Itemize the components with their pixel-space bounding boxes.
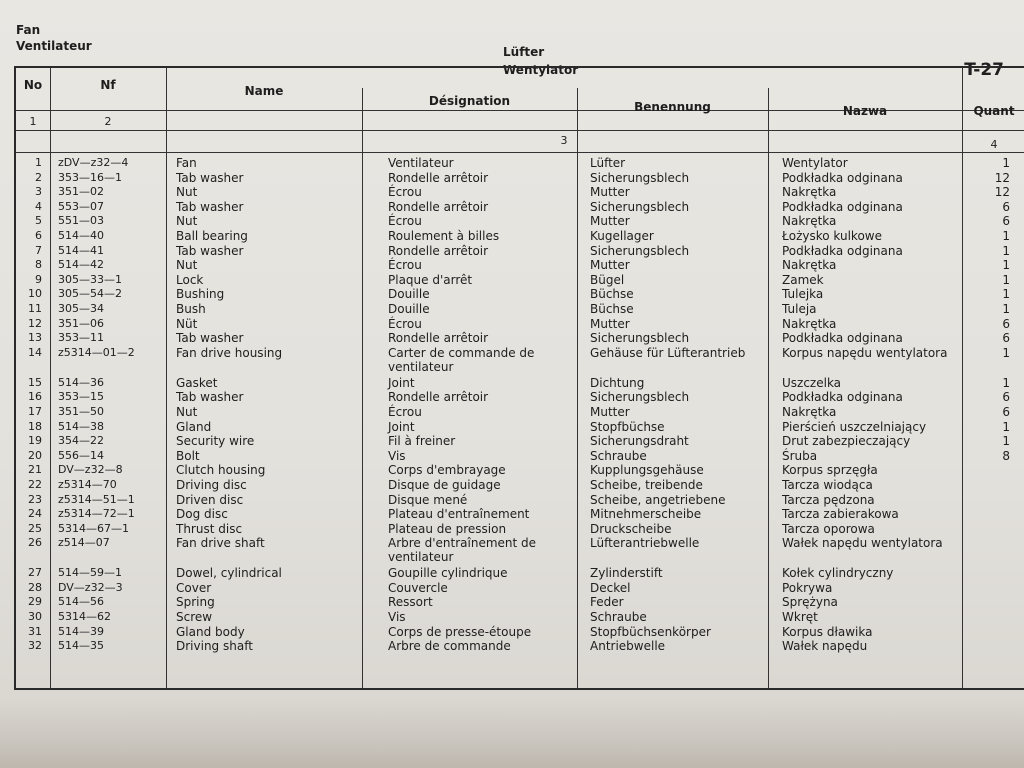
table-cell-q: 6: [1002, 214, 1010, 229]
table-cell-nf: DV—z32—8: [58, 463, 123, 477]
table-cell-no: 27: [28, 566, 42, 580]
table-cell-name: Cover: [176, 580, 212, 595]
table-cell-ben: Lüfterantriebwelle: [590, 536, 700, 551]
table-cell-naz: Podkładka odginana: [782, 243, 903, 258]
table-cell-des: Corps de presse-étoupe: [388, 624, 532, 639]
table-cell-no: 5: [35, 214, 42, 228]
table-cell-q: 1: [1002, 345, 1010, 360]
table-cell-q: 1: [1002, 229, 1010, 243]
table-cell-naz: Nakrętka: [782, 404, 837, 419]
table-cell-ben: Schraube: [590, 448, 647, 463]
table-cell-ben: Schraube: [590, 610, 647, 625]
table-cell-des: Rondelle arrêtoir: [388, 199, 489, 214]
table-cell-naz: Łożysko kulkowe: [782, 229, 882, 243]
table-cell-ben: Kugellager: [590, 229, 654, 243]
table-cell-des: Ressort: [388, 595, 433, 610]
table-cell-name: Lock: [176, 272, 204, 287]
col-number-no: 1: [29, 115, 37, 128]
table-cell-ben: Sicherungsblech: [590, 390, 690, 405]
table-cell-nf: 514—38: [58, 419, 104, 433]
table-cell-ben: Sicherungsblech: [590, 243, 690, 258]
table-cell-no: 32: [28, 639, 42, 653]
table-cell-naz: Kołek cylindryczny: [782, 566, 894, 581]
table-cell-nf: 351—02: [58, 185, 104, 199]
table-cell-nf: 5314—67—1: [58, 521, 129, 535]
table-cell-nf: 351—50: [58, 404, 104, 418]
table-cell-ben: Mutter: [590, 316, 630, 331]
table-cell-q: 6: [1002, 390, 1010, 405]
table-cell-no: 6: [35, 229, 42, 242]
table-cell-nf: 351—06: [58, 316, 104, 330]
table-cell-naz: Tulejka: [782, 287, 824, 302]
col-header-nazwa: Nazwa: [842, 104, 888, 118]
table-cell-nf: 514—56: [58, 595, 104, 609]
table-cell-naz: Korpus sprzęgła: [782, 463, 878, 478]
table-cell-name: Nut: [176, 404, 198, 419]
table-cell-name: Gland body: [176, 624, 245, 639]
table-cell-nf: 354—22: [58, 434, 104, 448]
table-cell-des: Écrou: [388, 214, 422, 229]
table-cell-naz: Korpus dławika: [782, 624, 873, 639]
doc-title-en: Fan: [16, 23, 41, 37]
table-cell-name: Fan: [176, 156, 197, 170]
table-cell-q: 6: [1002, 199, 1010, 214]
table-cell-no: 17: [28, 404, 42, 418]
table-cell-nf: 551—03: [58, 214, 104, 228]
table-cell-naz: Korpus napędu wentylatora: [782, 345, 948, 360]
col-number-nf: 2: [104, 115, 112, 128]
table-cell-no: 12: [28, 316, 42, 330]
table-cell-no: 16: [28, 390, 42, 404]
page-code: T-27: [964, 60, 1004, 80]
table-cell-ben: Sicherungsblech: [590, 331, 690, 346]
table-cell-des: Plateau de pression: [388, 521, 507, 536]
table-cell-nf: z514—07: [58, 536, 110, 550]
table-cell-q: 1: [1002, 302, 1010, 316]
table-cell-naz: Zamek: [782, 272, 824, 287]
table-cell-nf: 514—41: [58, 243, 104, 257]
table-cell-des: Rondelle arrêtoir: [388, 243, 489, 258]
table-cell-name: Tab washer: [176, 199, 244, 214]
table-cell-no: 31: [28, 624, 42, 638]
col-header-nf: Nf: [100, 78, 116, 92]
table-cell-no: 18: [28, 419, 42, 433]
table-cell-ben: Stopfbüchse: [590, 419, 665, 434]
table-cell-nf: 514—59—1: [58, 566, 122, 580]
table-cell-ben: Druckscheibe: [590, 521, 672, 536]
doc-title-de: Lüfter: [503, 45, 545, 59]
table-cell-naz: Drut zabezpieczający: [782, 434, 911, 449]
table-cell-naz: Uszczelka: [782, 375, 842, 390]
table-cell-no: 15: [28, 375, 42, 389]
table-cell-name: Screw: [176, 610, 213, 625]
table-cell-no: 2: [35, 170, 42, 184]
table-cell-des: Disque mené: [388, 492, 468, 507]
table-cell-q: 6: [1002, 316, 1010, 331]
table-cell-q: 8: [1002, 448, 1010, 463]
parts-table: [14, 66, 1024, 690]
table-cell-des: Douille: [388, 302, 430, 316]
table-cell-des: Arbre de commande: [388, 639, 511, 654]
table-cell-naz: Nakrętka: [782, 316, 837, 331]
table-cell-des: Écrou: [388, 258, 422, 273]
table-cell-nf: 514—39: [58, 624, 104, 638]
table-cell-naz: Podkładka odginana: [782, 390, 903, 405]
table-cell-des: Vis: [388, 610, 406, 625]
table-cell-naz: Tuleja: [782, 302, 817, 316]
table-cell-name: Security wire: [176, 434, 255, 449]
table-cell-des: Ventilateur: [388, 156, 454, 170]
table-cell-name: Bolt: [176, 448, 200, 463]
table-cell-des: Rondelle arrêtoir: [388, 170, 489, 185]
table-cell-no: 20: [28, 448, 42, 462]
table-cell-des: Plaque d'arrêt: [388, 272, 473, 287]
table-cell-ben: Mutter: [590, 185, 630, 200]
table-cell-no: 22: [28, 477, 42, 491]
table-cell-naz: Sprężyna: [782, 595, 838, 610]
table-cell-q: 1: [1002, 243, 1010, 258]
table-cell-name: Bush: [176, 302, 206, 316]
table-cell-name: Tab washer: [176, 331, 244, 346]
table-cell-no: 21: [28, 463, 42, 477]
table-cell-ben: Antriebwelle: [590, 639, 666, 654]
table-cell-nf: 556—14: [58, 448, 104, 462]
table-cell-nf: 514—40: [58, 229, 104, 242]
table-cell-name: Fan drive housing: [176, 345, 283, 360]
table-cell-q: 6: [1002, 404, 1010, 419]
table-cell-ben: Mutter: [590, 404, 630, 419]
table-cell-des: Arbre d'entraînement de ventilateur: [388, 536, 537, 565]
col-number-quant: 4: [990, 138, 998, 151]
table-cell-des: Corps d'embrayage: [388, 463, 506, 478]
table-cell-q: 1: [1002, 272, 1010, 287]
table-cell-naz: Tarcza oporowa: [782, 521, 875, 536]
table-cell-nf: z5314—70: [58, 477, 117, 491]
table-cell-no: 30: [28, 610, 42, 624]
table-cell-des: Goupille cylindrique: [388, 566, 508, 581]
table-cell-naz: Śruba: [782, 448, 818, 463]
table-cell-q: 1: [1002, 287, 1010, 302]
table-cell-ben: Mutter: [590, 258, 630, 273]
table-cell-ben: Stopfbüchsenkörper: [590, 624, 711, 639]
table-cell-ben: Sicherungsblech: [590, 170, 690, 185]
table-cell-naz: Pokrywa: [782, 580, 833, 595]
table-cell-ben: Büchse: [590, 287, 634, 302]
table-cell-name: Spring: [176, 595, 215, 610]
table-cell-naz: Tarcza pędzona: [782, 492, 875, 507]
table-cell-ben: Deckel: [590, 580, 631, 595]
table-cell-q: 12: [994, 170, 1010, 185]
table-cell-des: Carter de commande de ventilateur: [388, 345, 535, 374]
table-cell-des: Rondelle arrêtoir: [388, 390, 489, 405]
table-cell-no: 25: [28, 521, 42, 535]
table-cell-name: Bushing: [176, 287, 225, 302]
table-cell-no: 19: [28, 434, 42, 448]
table-cell-ben: Lüfter: [590, 156, 626, 170]
col-header-benennung: Benennung: [634, 100, 711, 114]
table-cell-des: Joint: [388, 419, 415, 434]
table-cell-nf: 305—34: [58, 302, 104, 315]
table-cell-ben: Büchse: [590, 302, 634, 316]
table-cell-name: Nut: [176, 258, 198, 273]
page-edge-shadow: [0, 698, 1024, 768]
table-cell-name: Tab washer: [176, 243, 244, 258]
table-cell-nf: 5314—62: [58, 610, 111, 624]
table-cell-des: Douille: [388, 287, 430, 302]
table-cell-ben: Bügel: [590, 272, 625, 287]
table-cell-no: 11: [28, 302, 42, 315]
table-cell-ben: Gehäuse für Lüfterantrieb: [590, 345, 746, 360]
table-cell-ben: Scheibe, treibende: [590, 477, 703, 492]
table-cell-ben: Mitnehmerscheibe: [590, 507, 702, 522]
table-cell-nf: 514—36: [58, 375, 104, 389]
table-cell-no: 1: [35, 156, 42, 169]
table-cell-nf: z5314—51—1: [58, 492, 135, 506]
table-cell-name: Clutch housing: [176, 463, 266, 478]
table-cell-des: Couvercle: [388, 580, 448, 595]
table-cell-naz: Pierścień uszczelniający: [782, 419, 927, 434]
table-cell-name: Thrust disc: [176, 521, 243, 536]
table-cell-naz: Tarcza wiodąca: [782, 477, 873, 492]
table-cell-q: 1: [1002, 434, 1010, 449]
table-cell-nf: 305—54—2: [58, 287, 122, 301]
table-cell-no: 7: [35, 243, 42, 257]
table-cell-no: 23: [28, 492, 42, 506]
table-cell-name: Nut: [176, 214, 198, 229]
col-header-quant: Quant: [973, 104, 1015, 118]
table-cell-ben: Kupplungsgehäuse: [590, 463, 704, 478]
table-cell-naz: Podkładka odginana: [782, 170, 903, 185]
table-cell-des: Plateau d'entraînement: [388, 507, 530, 522]
table-cell-nf: z5314—72—1: [58, 507, 135, 521]
table-cell-des: Écrou: [388, 404, 422, 419]
table-cell-nf: DV—z32—3: [58, 580, 123, 594]
table-cell-des: Vis: [388, 448, 406, 463]
table-cell-naz: Wkręt: [782, 610, 818, 625]
table-cell-no: 26: [28, 536, 42, 550]
table-cell-ben: Scheibe, angetriebene: [590, 492, 726, 507]
table-cell-no: 4: [35, 199, 42, 213]
col-header-no: No: [23, 78, 43, 92]
table-cell-no: 8: [35, 258, 42, 272]
table-cell-name: Gasket: [176, 375, 218, 390]
table-cell-name: Driven disc: [176, 492, 244, 507]
table-cell-q: 6: [1002, 331, 1010, 346]
table-cell-naz: Wałek napędu wentylatora: [782, 536, 943, 551]
table-cell-name: Gland: [176, 419, 212, 434]
table-cell-ben: Mutter: [590, 214, 630, 229]
table-cell-q: 1: [1002, 375, 1010, 390]
table-cell-name: Driving shaft: [176, 639, 253, 654]
table-cell-name: Tab washer: [176, 170, 244, 185]
col-number-merged: 3: [560, 134, 568, 147]
table-cell-des: Disque de guidage: [388, 477, 501, 492]
table-cell-nf: 553—07: [58, 199, 104, 213]
table-cell-name: Nut: [176, 185, 198, 200]
table-cell-q: 1: [1002, 156, 1010, 170]
table-cell-nf: zDV—z32—4: [58, 156, 129, 169]
table-cell-ben: Zylinderstift: [590, 566, 663, 581]
table-cell-nf: 514—35: [58, 639, 104, 653]
table-cell-q: 1: [1002, 419, 1010, 434]
table-cell-nf: 353—11: [58, 331, 104, 345]
table-cell-ben: Sicherungsblech: [590, 199, 690, 214]
table-cell-name: Fan drive shaft: [176, 536, 265, 551]
table-cell-nf: 514—42: [58, 258, 104, 272]
table-cell-nf: 353—16—1: [58, 170, 122, 184]
table-cell-no: 10: [28, 287, 42, 301]
table-cell-nf: 353—15: [58, 390, 104, 404]
doc-title-pl: Wentylator: [503, 63, 579, 77]
table-cell-naz: Nakrętka: [782, 258, 837, 273]
table-cell-name: Tab washer: [176, 390, 244, 405]
table-cell-name: Driving disc: [176, 477, 247, 492]
col-header-designation: Désignation: [428, 94, 511, 108]
table-cell-name: Nüt: [176, 316, 198, 331]
table-cell-des: Fil à freiner: [388, 434, 456, 449]
table-cell-name: Ball bearing: [176, 229, 248, 243]
table-cell-des: Roulement à billes: [388, 229, 500, 243]
table-cell-des: Écrou: [388, 185, 422, 200]
table-cell-naz: Wentylator: [782, 156, 848, 170]
table-cell-naz: Podkładka odginana: [782, 331, 903, 346]
table-cell-q: 12: [994, 185, 1010, 200]
table-cell-no: 29: [28, 595, 42, 609]
doc-title-fr: Ventilateur: [16, 39, 92, 53]
col-header-name: Name: [244, 84, 284, 98]
table-cell-no: 14: [28, 345, 42, 359]
table-cell-nf: z5314—01—2: [58, 345, 135, 359]
table-cell-ben: Sicherungsdraht: [590, 434, 689, 449]
table-cell-no: 24: [28, 507, 42, 521]
table-cell-des: Rondelle arrêtoir: [388, 331, 489, 346]
table-cell-name: Dowel, cylindrical: [176, 566, 282, 581]
table-cell-no: 3: [35, 185, 42, 199]
table-cell-des: Joint: [388, 375, 415, 390]
table-cell-no: 9: [35, 272, 42, 286]
table-cell-ben: Dichtung: [590, 375, 645, 390]
table-cell-naz: Podkładka odginana: [782, 199, 903, 214]
table-cell-nf: 305—33—1: [58, 272, 122, 286]
table-cell-no: 13: [28, 331, 42, 345]
table-cell-ben: Feder: [590, 595, 624, 610]
table-cell-naz: Nakrętka: [782, 214, 837, 229]
table-cell-q: 1: [1002, 258, 1010, 273]
table-cell-des: Écrou: [388, 316, 422, 331]
table-cell-no: 28: [28, 580, 42, 594]
table-cell-naz: Tarcza zabierakowa: [782, 507, 899, 522]
table-cell-name: Dog disc: [176, 507, 228, 522]
table-cell-naz: Nakrętka: [782, 185, 837, 200]
table-cell-naz: Wałek napędu: [782, 639, 868, 654]
